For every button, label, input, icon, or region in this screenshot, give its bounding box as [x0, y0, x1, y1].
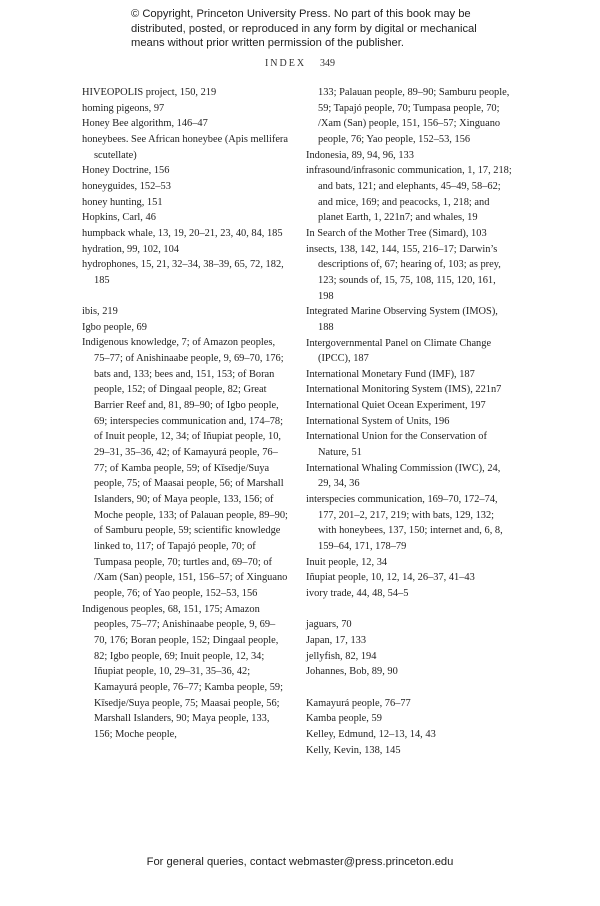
letter-group-gap [82, 289, 288, 305]
index-entry: HIVEOPOLIS project, 150, 219 [82, 87, 217, 98]
index-entry: Inuit people, 12, 34 [306, 556, 388, 568]
index-entry: Iñupiat people, 10, 12, 14, 26–37, 41–43 [306, 572, 475, 584]
index-entry: International Quiet Ocean Experiment, 197 [306, 400, 486, 412]
running-head-label: INDEX [264, 58, 307, 69]
copyright-line: distributed, posted, or reproduced in any form by digital or mechanical [131, 22, 477, 35]
index-entry: Indonesia, 89, 94, 96, 133 [306, 149, 414, 161]
index-column-right [306, 85, 512, 758]
index-entry: 133; Palauan people, 89–90; Samburu people, 59; Tapajó people, 70; Tumpasa people, 70; /Xam (San) people, 151, 156–57; Xinguano people, 76; Yao people, 152–53, 156 [318, 87, 510, 145]
index-entry: honeyguides, 152–53 [82, 180, 171, 192]
index-entry: International Union for the Conservation of Nature, 51 [306, 431, 487, 459]
index-entry: In Search of the Mother Tree (Simard), 103 [306, 227, 487, 239]
index-entry: humpback whale, 13, 19, 20–21, 23, 40, 84, 185 [82, 227, 283, 239]
index-entry: insects, 138, 142, 144, 155, 216–17; Darwin’s descriptions of, 67; hearing of, 103; as prey, 123; sounds of, 15, 75, 108, 115, 120, 161, 198 [306, 243, 501, 302]
index-entry: International Monetary Fund (IMF), 187 [306, 368, 475, 380]
index-entry: hydrophones, 15, 21, 32–34, 38–39, 65, 72, 182, 185 [82, 259, 284, 286]
index-entry: Honey Doctrine, 156 [82, 165, 170, 177]
index-entry: Igbo people, 69 [82, 321, 147, 333]
index-entry: Kelly, Kevin, 138, 145 [306, 744, 401, 756]
index-entry: Honey Bee algorithm, 146–47 [82, 118, 208, 130]
letter-group-gap [306, 602, 512, 618]
copyright-line: © Copyright, Princeton University Press. No part of this book may be [131, 8, 471, 20]
copyright-notice [131, 7, 491, 51]
index-entry: Hopkins, Carl, 46 [82, 212, 156, 224]
index-entry: Indigenous peoples, 68, 151, 175; Amazon peoples, 75–77; Anishinaabe people, 9, 69–70, 176; Boran people, 152; Dingaal people, 82; Igbo people, 69; Inuit people, 12, 34; Iñupiat people, 10, 29–31, 35–36, 42; Kamayurá people, 76–77; Kamba people, 59; Kīsedje/Suya people, 75; Maasai people, 56; Marshall Islanders, 90; Maya people, 133, 156; Moche people, [82, 603, 283, 740]
index-column-left [82, 85, 288, 743]
letter-group-gap [306, 680, 512, 696]
index-entry: jaguars, 70 [306, 619, 352, 631]
index-entry: Indigenous knowledge, 7; of Amazon peoples, 75–77; of Anishinaabe people, 9, 69–70, 176; bats and, 133; bees and, 151, 153; of Boran people, 152; of Dingaal people, 82; Great Barrier Reef and, 81, 89–90; of Igbo people, 69; interspecies communication and, 174–78; of Inuit people, 12, 34; of Iñupiat people, 10, 29–31, 35–36, 42; of Kamayurá people, 76–77; of Kamba people, 59; of Kīsedje/Suya people, 75; of Maasai people, 56; of Marshall Islanders, 90; of Maya people, 133, 156; of Moche people, 133; of Palauan people, 89–90; of Samburu people, 59; scientific knowledge linked to, 117; of Tapajó people, 70; of Tumpasa people, 70; turtles and, 69–70; of /Xam (San) people, 151, 156–57; of Xinguano people, 76; of Yao people, 152–53, 156 [82, 337, 288, 599]
index-entry: International Whaling Commission (IWC), 24, 29, 34, 36 [306, 462, 501, 490]
index-entry: International System of Units, 196 [306, 415, 450, 427]
index-entry: honeybees. See African honeybee (Apis mellifera scutellate) [82, 133, 289, 161]
index-entry: Johannes, Bob, 89, 90 [306, 666, 398, 678]
index-entry: interspecies communication, 169–70, 172–74, 177, 201–2, 217, 219; with bats, 129, 132; with honeybees, 137, 150; internet and, 6, 8, 159–64, 171, 178–79 [306, 494, 503, 553]
index-entry: hydration, 99, 102, 104 [82, 243, 179, 255]
running-head [0, 58, 600, 69]
index-entry: infrasound/infrasonic communication, 1, 17, 218; and bats, 121; and elephants, 45–49, 58–62; and mice, 169; and peacocks, 1, 218; and planet Earth, 1, 221n7; and whales, 19 [306, 165, 512, 224]
index-entry: Integrated Marine Observing System (IMOS), 188 [306, 306, 498, 333]
index-entry: Kelley, Edmund, 12–13, 14, 43 [306, 728, 436, 740]
index-entry: Kamba people, 59 [306, 713, 382, 725]
index-entry: International Monitoring System (IMS), 221n7 [306, 384, 502, 396]
page-number: 349 [320, 58, 336, 69]
index-entry: Japan, 17, 133 [306, 634, 367, 646]
index-entry: homing pigeons, 97 [82, 102, 165, 114]
index-entry: Intergovernmental Panel on Climate Change (IPCC), 187 [306, 337, 492, 365]
footer-contact: For general queries, contact webmaster@press.princeton.edu [146, 856, 454, 868]
index-entry: honey hunting, 151 [82, 196, 163, 208]
index-entry: ibis, 219 [82, 306, 118, 318]
index-entry: Kamayurá people, 76–77 [306, 697, 411, 709]
copyright-line: means without prior written permission of the publisher. [131, 37, 404, 49]
index-entry: jellyfish, 82, 194 [306, 650, 377, 662]
index-entry: ivory trade, 44, 48, 54–5 [306, 588, 409, 599]
